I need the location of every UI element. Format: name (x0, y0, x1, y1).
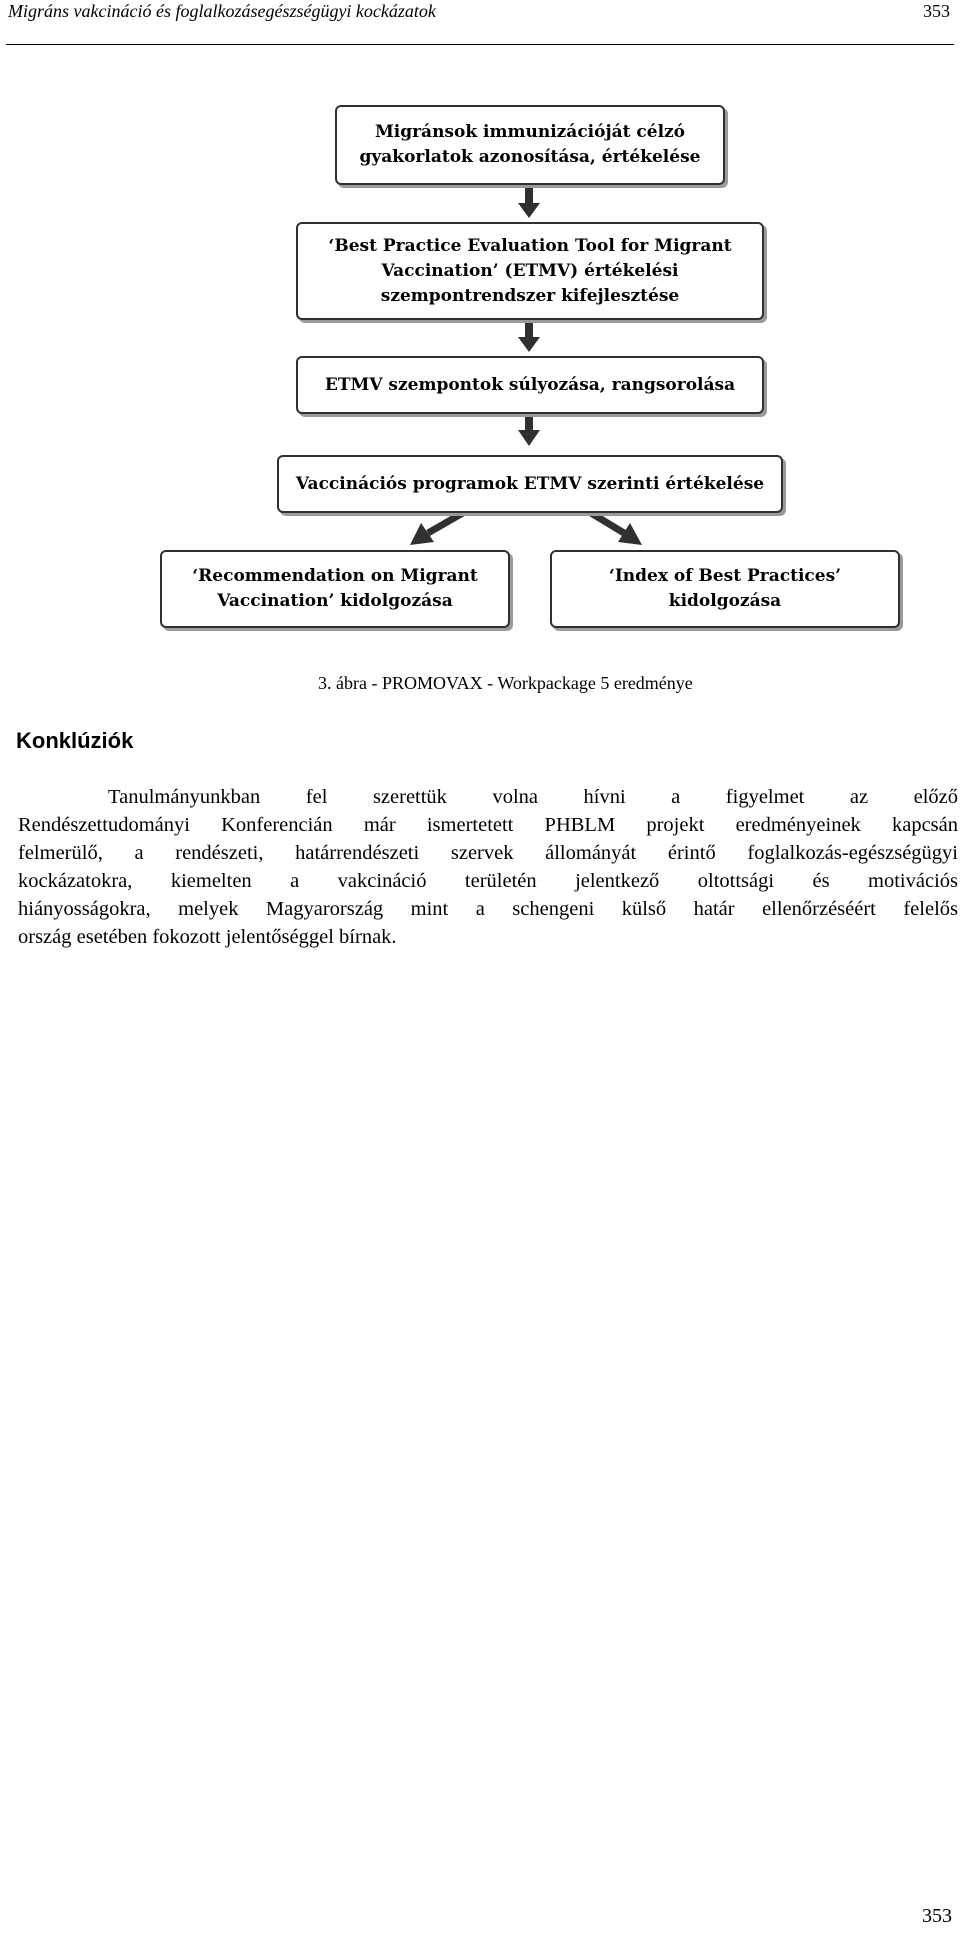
paragraph-line: Tanulmányunkban fel szerettük volna hívni a figyelmet az előző (108, 786, 958, 808)
arrow-down-2 (525, 322, 533, 338)
flow-box-etmv-weighting: ETMV szempontok súlyozása, rangsorolása (296, 356, 764, 414)
body-paragraph (18, 783, 958, 951)
flow-box-recommendation: ‘Recommendation on Migrant Vaccination’ kidolgozása (160, 550, 510, 628)
running-title: Migráns vakcináció és foglalkozásegészségügyi kockázatok (8, 1, 436, 21)
arrowhead-down-3 (518, 430, 540, 446)
paragraph-line: ország esetében fokozott jelentőséggel bírnak. (18, 926, 397, 948)
arrowhead-down-2 (518, 337, 540, 352)
flow-box-etmv-development: ‘Best Practice Evaluation Tool for Migrant Vaccination’ (ETMV) értékelési szempontrendszer kifejlesztése (296, 222, 764, 320)
arrow-down-1 (525, 188, 533, 204)
arrow-down-3 (525, 416, 533, 432)
paragraph-line: hiányosságokra, melyek Magyarország mint a schengeni külső határ ellenőrzéséért felelős (18, 898, 958, 920)
flow-box-best-practices-index: ‘Index of Best Practices’ kidolgozása (550, 550, 900, 628)
flow-box-identification: Migránsok immunizációját célzó gyakorlatok azonosítása, értékelése (335, 105, 725, 185)
paragraph-line: kockázatokra, kiemelten a vakcináció területén jelentkező oltottsági és motivációs (18, 870, 958, 892)
flow-box-program-evaluation: Vaccinációs programok ETMV szerinti értékelése (277, 455, 783, 513)
paragraph-line: Rendészettudományi Konferencián már ismertetett PHBLM projekt eredményeinek kapcsán (18, 814, 958, 836)
figure-caption: 3. ábra - PROMOVAX - Workpackage 5 eredménye (318, 673, 693, 693)
arrow-right-branch (586, 510, 624, 533)
paragraph-line: felmerülő, a rendészeti, határrendészeti szervek állományát érintő foglalkozás-egészségügyi (18, 842, 958, 864)
flowchart-figure (0, 0, 960, 720)
section-heading: Konklúziók (16, 728, 134, 753)
footer-page-number: 353 (922, 1905, 952, 1927)
header-page-number: 353 (923, 1, 950, 21)
arrowhead-down-1 (518, 203, 540, 218)
arrow-left-branch (428, 510, 468, 533)
